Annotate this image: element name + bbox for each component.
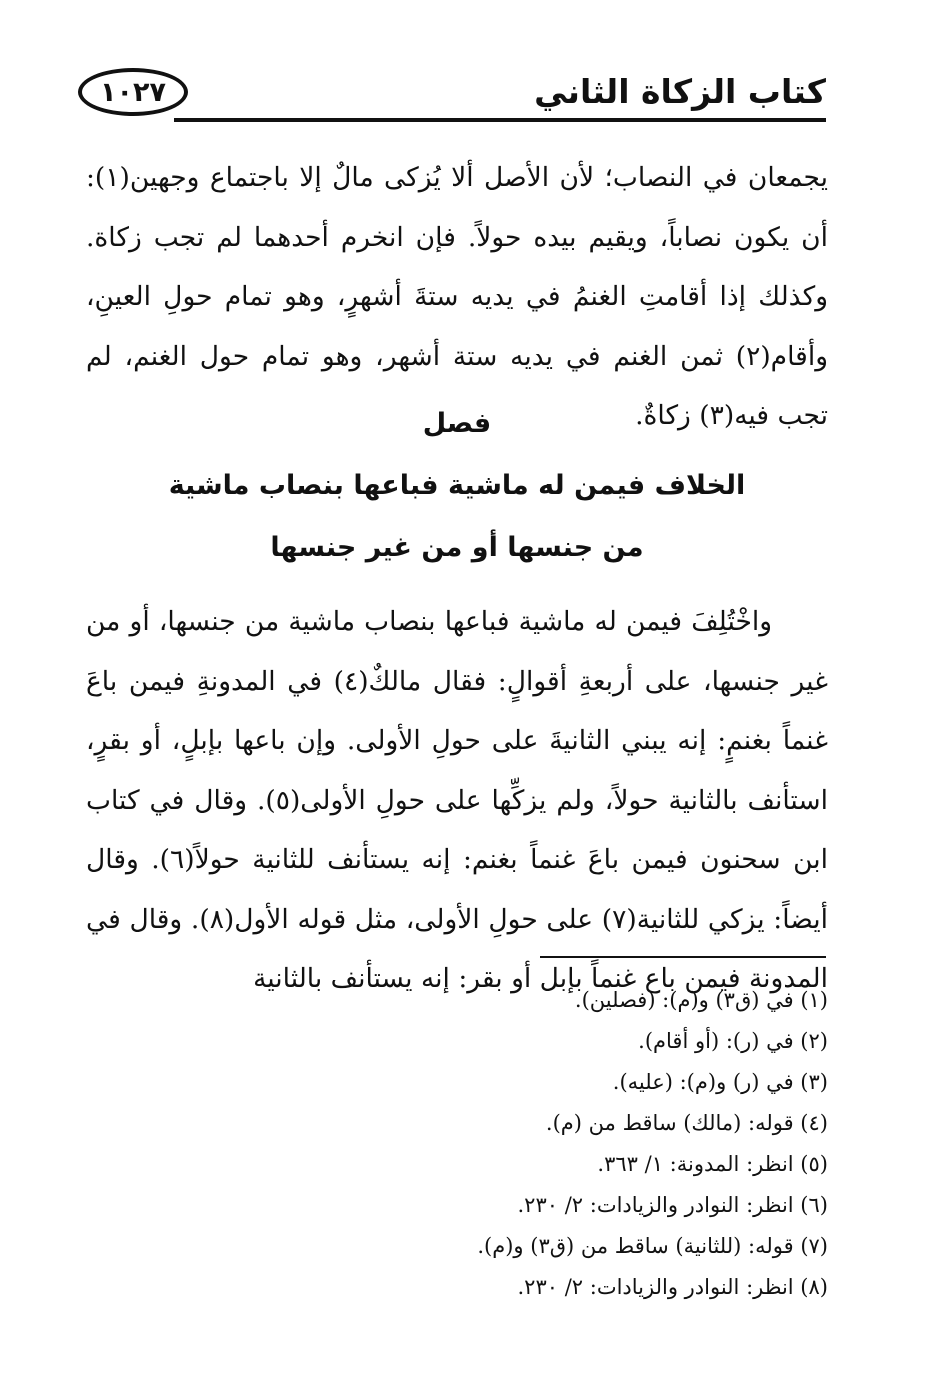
footnote-separator	[540, 956, 826, 958]
page-number: ١٠٢٧	[100, 76, 166, 108]
header-rule-tail	[174, 118, 188, 122]
paragraph-2	[86, 592, 828, 1009]
section-label: فصل	[422, 408, 492, 439]
header-rule	[174, 118, 826, 122]
section-title-line-2: من جنسها أو من غير جنسها	[270, 532, 644, 563]
footnote-item: (٥) انظر: المدونة: ١/ ٣٦٣.	[597, 1152, 828, 1176]
book-title: كتاب الزكاة الثاني	[534, 72, 826, 111]
paragraph-1: يجمعان في النصاب؛ لأن الأصل ألا يُزكى مالٌ إلا باجتماع وجهين(١): أن يكون نصاباً، ويقيم بيده حولاً. فإن انخرم أحدهما لم تجب زكاة. وكذلك إذا أقامتِ الغنمُ في يديه ستةَ أشهرٍ، وهو تمام حولِ العينِ، وأقام(٢) ثمن الغنم في يديه ستة أشهر، وهو تمام حول الغنم، لم تجب فيه(٣) زكاةٌ.	[86, 162, 828, 431]
footnotes-list	[150, 980, 828, 1308]
footnote-item: (١) في (ق٣) و(م): (فصلين).	[574, 988, 828, 1012]
page-header	[70, 62, 826, 126]
paragraph-2-text: واخْتُلِفَ فيمن له ماشية فباعها بنصاب ماشية من جنسها، أو من غير جنسها، على أربعةِ أقوالٍ: فقال مالكٌ(٤) في المدونةِ فيمن باعَ غنماً بغنمٍ: إنه يبني الثانيةَ على حولِ الأولى. وإن باعها بإبلٍ، أو بقرٍ، استأنف بالثانية حولاً، ولم يزكِّها على حولِ الأولى(٥). وقال في كتاب ابن سحنون فيمن باعَ غنماً بغنم: إنه يستأنف للثانية حولاً(٦). وقال أيضاً: يزكي للثانية(٧) على حولِ الأولى، مثل قوله الأول(٨). وقال في المدونة فيمن باع غنماً بإبل أو بقر: إنه يستأنف بالثانية	[86, 606, 828, 994]
footnote-item: (٢) في (ر): (أو أقام).	[638, 1029, 828, 1053]
footnote-item: (٣) في (ر) و(م): (عليه).	[612, 1070, 828, 1094]
footnote-item: (٧) قوله: (للثانية) ساقط من (ق٣) و(م).	[477, 1234, 828, 1258]
footnote-item: (٤) قوله: (مالك) ساقط من (م).	[545, 1111, 828, 1135]
page-number-badge	[78, 68, 188, 116]
footnote-item: (٨) انظر: النوادر والزيادات: ٢/ ٢٣٠.	[517, 1275, 828, 1299]
section-title-line-1: الخلاف فيمن له ماشية فباعها بنصاب ماشية	[168, 470, 746, 501]
footnote-item: (٦) انظر: النوادر والزيادات: ٢/ ٢٣٠.	[517, 1193, 828, 1217]
